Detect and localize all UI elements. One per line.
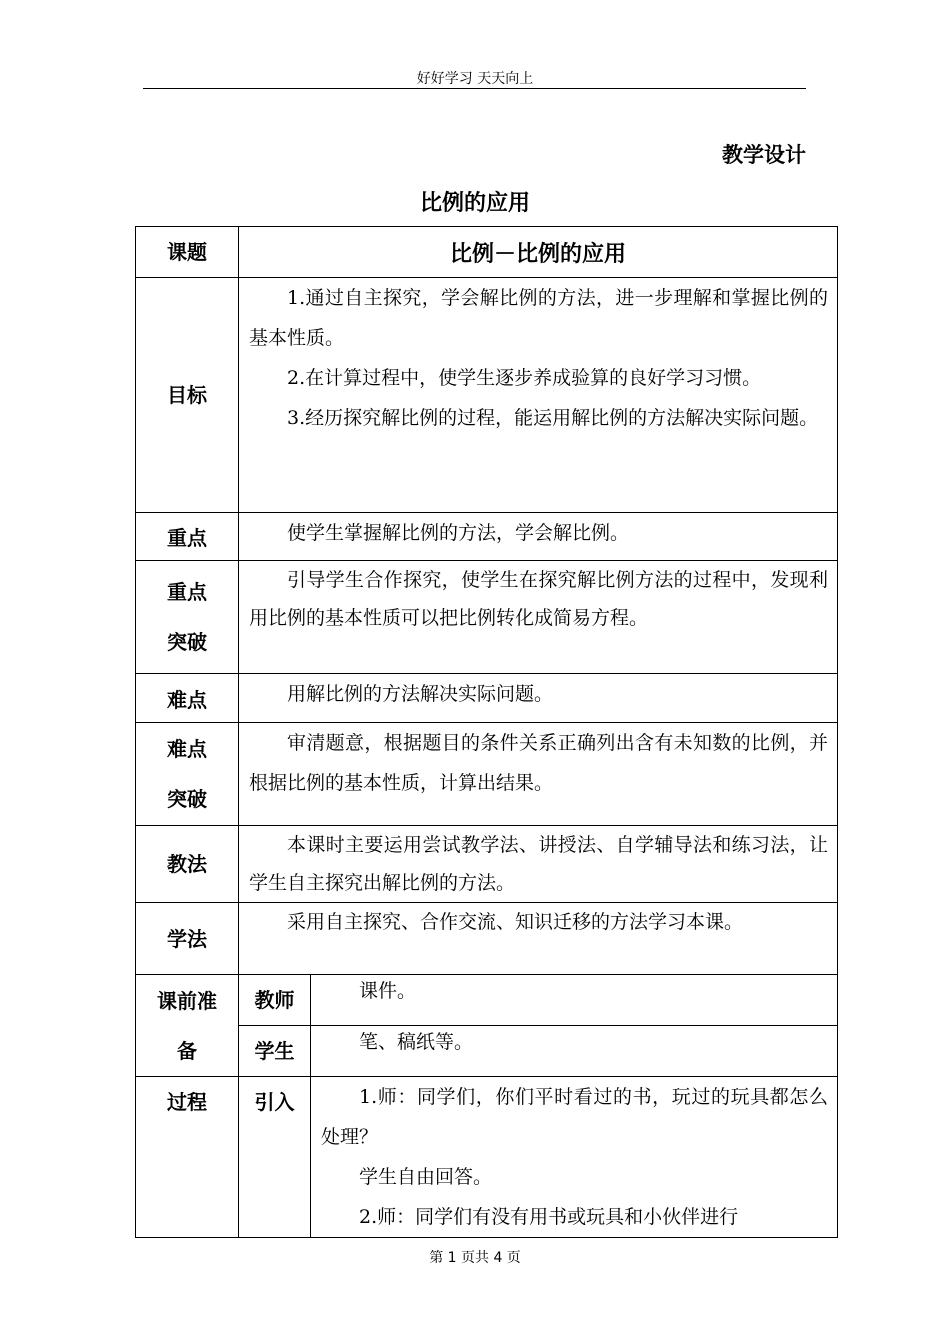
difficulty-label: 难点 (136, 674, 239, 723)
learning-method-value (239, 903, 838, 975)
prep-label (136, 975, 239, 1077)
page-footer: 第 1 页共 4 页 (429, 1250, 521, 1266)
key-break-label-line: 重点 (167, 580, 207, 604)
intro-value (311, 1077, 838, 1238)
prep-teacher-row (136, 975, 838, 1026)
topic-label: 课题 (136, 227, 239, 278)
teacher-label: 教师 (239, 975, 311, 1026)
intro-line: 学生自由回答。 (359, 1166, 493, 1188)
intro-line: 2.师：同学们有没有用书或玩具和小伙伴进行 (359, 1206, 739, 1228)
key-text: 使学生掌握解比例的方法，学会解比例。 (287, 522, 630, 544)
goal-cell (239, 278, 838, 513)
goal-row (136, 278, 838, 513)
intro-line: 1.师：同学们，你们平时看过的书，玩过的玩具都怎么处理？ (321, 1086, 829, 1148)
goal-label: 目标 (136, 278, 239, 513)
difficulty-break-label-line: 突破 (167, 787, 207, 811)
teaching-method-row (136, 826, 838, 903)
teaching-method-label: 教法 (136, 826, 239, 903)
process-row (136, 1077, 838, 1238)
key-value (239, 513, 838, 561)
key-break-label (136, 561, 239, 674)
topic-row (136, 227, 838, 278)
goal-item: 1.通过自主探究，学会解比例的方法，进一步理解和掌握比例的基本性质。 (249, 287, 829, 349)
design-title: 教学设计 (722, 143, 806, 167)
goal-item: 2.在计算过程中，使学生逐步养成验算的良好学习习惯。 (287, 367, 762, 389)
difficulty-break-label (136, 723, 239, 826)
process-label: 过程 (136, 1077, 239, 1238)
key-break-label-line: 突破 (167, 630, 207, 654)
lesson-title: 比例的应用 (419, 191, 530, 216)
prep-label-line: 备 (177, 1038, 197, 1063)
teaching-method-text: 本课时主要运用尝试教学法、讲授法、自学辅导法和练习法，让学生自主探究出解比例的方法。 (249, 834, 829, 894)
key-label: 重点 (136, 513, 239, 561)
goal-item: 3.经历探究解比例的过程，能运用解比例的方法解决实际问题。 (287, 407, 819, 429)
lesson-plan-table (135, 226, 838, 1238)
learning-method-label: 学法 (136, 903, 239, 975)
difficulty-break-value (239, 723, 838, 826)
prep-label-line: 课前准 (157, 988, 217, 1013)
teaching-method-value (239, 826, 838, 903)
student-text: 笔、稿纸等。 (359, 1031, 474, 1053)
prep-student-row (136, 1026, 838, 1077)
key-break-text: 引导学生合作探究，使学生在探究解比例方法的过程中，发现利用比例的基本性质可以把比例转化成简易方程。 (249, 569, 829, 629)
difficulty-text: 用解比例的方法解决实际问题。 (287, 683, 554, 705)
key-row (136, 513, 838, 561)
learning-method-row (136, 903, 838, 975)
teacher-value (311, 975, 838, 1026)
student-label: 学生 (239, 1026, 311, 1077)
key-break-row (136, 561, 838, 674)
page-header: 好好学习 天天向上 (416, 71, 534, 87)
student-value (311, 1026, 838, 1077)
key-break-value (239, 561, 838, 674)
difficulty-break-label-line: 难点 (167, 737, 207, 761)
intro-label: 引入 (239, 1077, 311, 1238)
topic-value: 比例－比例的应用 (239, 227, 838, 278)
difficulty-value (239, 674, 838, 723)
teacher-text: 课件。 (359, 980, 417, 1002)
difficulty-break-row (136, 723, 838, 826)
difficulty-row (136, 674, 838, 723)
difficulty-break-text: 审清题意，根据题目的条件关系正确列出含有未知数的比例，并根据比例的基本性质，计算出结果。 (249, 732, 829, 794)
header-divider (143, 88, 806, 89)
learning-method-text: 采用自主探究、合作交流、知识迁移的方法学习本课。 (287, 911, 744, 933)
